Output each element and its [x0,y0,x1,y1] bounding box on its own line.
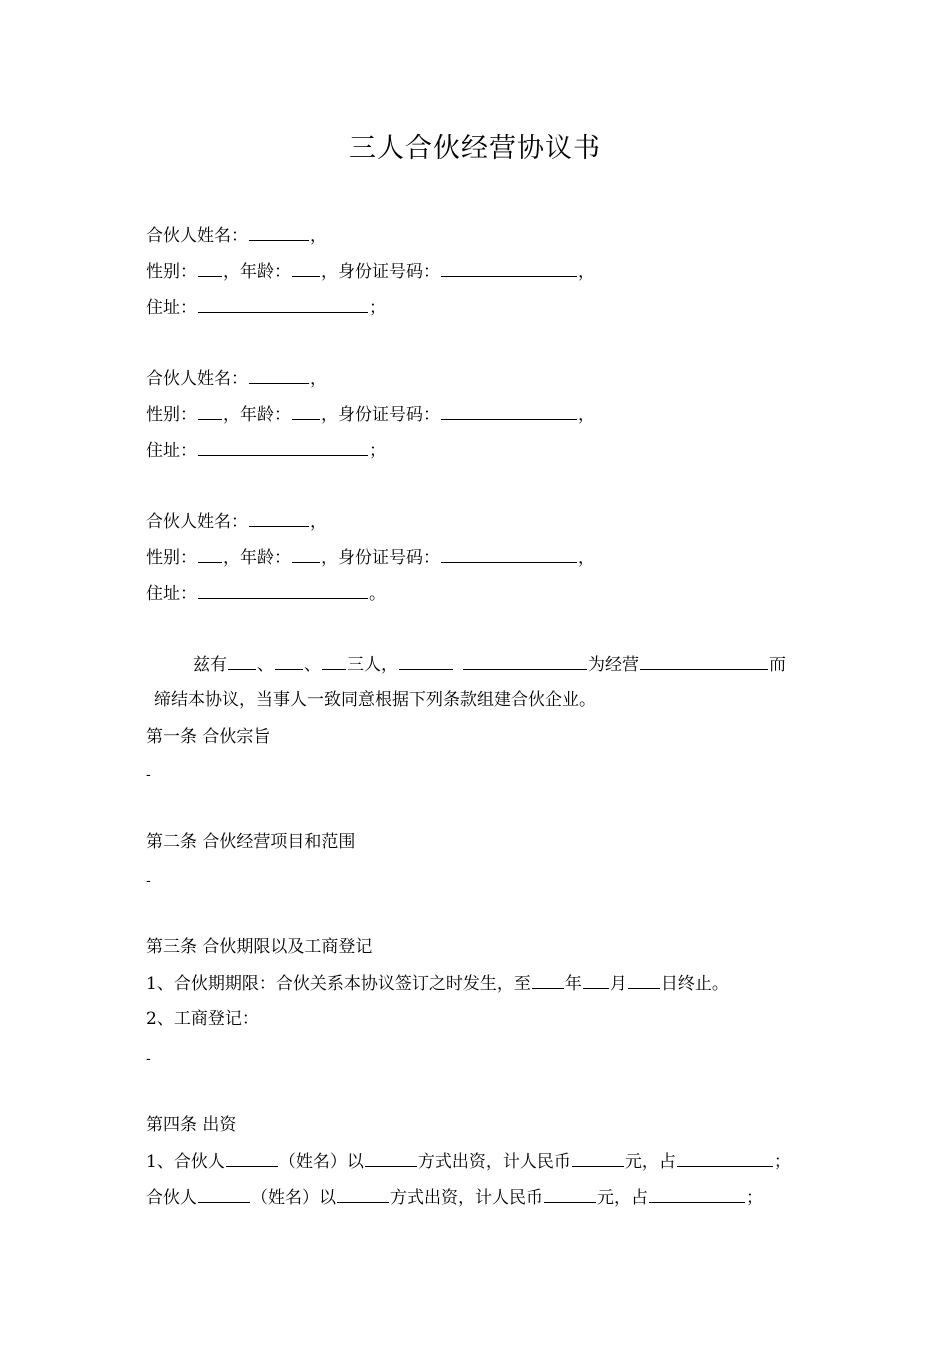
gender-blank[interactable] [198,546,222,563]
article-3-placeholder: - [146,1051,151,1067]
enterprise-blank-1[interactable] [399,653,453,670]
address-blank[interactable] [198,296,368,313]
partner-name-blank[interactable] [226,1150,278,1167]
intro-line-2: 缔结本协议，当事人一致同意根据下列条款组建合伙企业。 [154,690,596,710]
end-year-blank[interactable] [532,972,564,989]
name-blank[interactable] [249,224,309,241]
partner-2-address-line: 住址： ； [146,441,386,461]
article-2-placeholder: - [146,873,151,889]
partner-3-name-line: 合伙人姓名： ， [146,512,327,532]
id-blank[interactable] [441,403,577,420]
article-1-heading: 第一条 合伙宗旨 [146,727,271,747]
name-label: 合伙人姓名： [146,226,248,246]
address-blank[interactable] [198,582,368,599]
amount-blank[interactable] [544,1186,596,1203]
partner-blank-2[interactable] [275,653,303,670]
business-blank[interactable] [640,653,768,670]
partner-3-info-line: 性别： ，年龄： ，身份证号码： ， [146,548,595,568]
age-blank[interactable] [292,546,320,563]
contribution-method-blank[interactable] [365,1150,417,1167]
contribution-method-blank[interactable] [337,1186,389,1203]
gender-blank[interactable] [198,403,222,420]
article-3-item-2: 2、工商登记： [146,1009,259,1029]
partner-1-info-line: 性别： ，年龄： ，身份证号码： ， [146,262,595,282]
end-month-blank[interactable] [583,972,609,989]
document-title: 三人合伙经营协议书 [349,133,601,164]
partner-2-name-line: 合伙人姓名： ， [146,369,327,389]
partner-name-blank[interactable] [198,1186,250,1203]
id-blank[interactable] [441,260,577,277]
end-day-blank[interactable] [628,972,660,989]
share-blank[interactable] [677,1150,773,1167]
partner-3-address-line: 住址： 。 [146,584,386,604]
amount-blank[interactable] [572,1150,624,1167]
share-blank[interactable] [649,1186,745,1203]
partner-1-name-line: 合伙人姓名： ， [146,226,327,246]
partner-1-address-line: 住址： ； [146,298,386,318]
article-4-item-2: 合伙人 （姓名）以 方式出资，计人民币 元，占 ； [146,1188,763,1208]
partner-blank-1[interactable] [228,653,256,670]
name-blank[interactable] [249,510,309,527]
gender-blank[interactable] [198,260,222,277]
partner-blank-3[interactable] [322,653,346,670]
age-blank[interactable] [292,403,320,420]
article-4-heading: 第四条 出资 [146,1115,237,1135]
id-blank[interactable] [441,546,577,563]
name-blank[interactable] [249,367,309,384]
enterprise-blank-2[interactable] [463,653,587,670]
age-blank[interactable] [292,260,320,277]
article-1-placeholder: - [146,767,151,783]
article-2-heading: 第二条 合伙经营项目和范围 [146,832,356,852]
intro-line-1: 兹有 、 、 三人， 为经营 而 [193,655,786,675]
article-4-item-1: 1、合伙人 （姓名）以 方式出资，计人民币 元，占 ； [146,1152,791,1172]
address-blank[interactable] [198,439,368,456]
article-3-heading: 第三条 合伙期限以及工商登记 [146,937,373,957]
article-3-item-1: 1、合伙期期限：合伙关系本协议签订之时发生，至 年 月 日终止。 [146,974,729,994]
partner-2-info-line: 性别： ，年龄： ，身份证号码： ， [146,405,595,425]
